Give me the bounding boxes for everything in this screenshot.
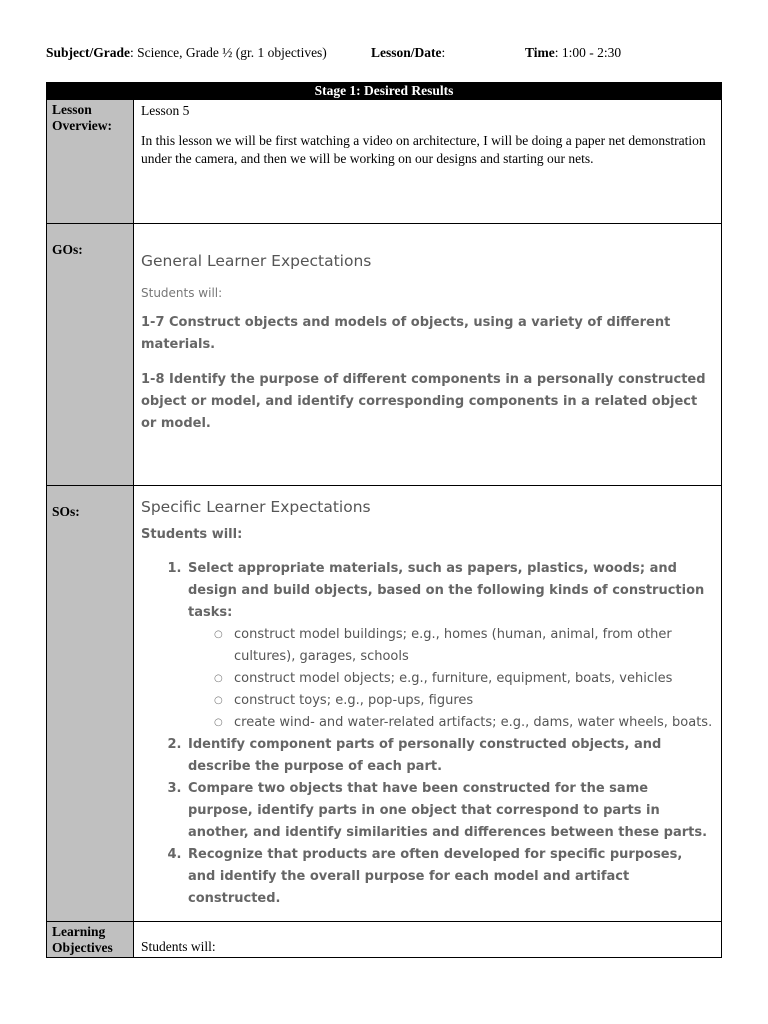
sos-subitem-2: ○ construct model objects; e.g., furniture, equipment, boats, vehicles — [212, 668, 713, 690]
lesson-plan-table — [46, 82, 722, 958]
sos-row — [47, 486, 722, 922]
overview-text: In this lesson we will be first watching a video on architecture, I will be doing a paper net demonstration under the camera, and then we will be working on our designs and starting our nets. — [141, 133, 706, 166]
objectives-row — [47, 922, 722, 958]
stage-header-row — [47, 83, 722, 100]
lesson-time: Time: 1:00 - 2:30 — [525, 45, 622, 60]
objectives-content — [134, 922, 722, 958]
circle-bullet-icon: ○ — [214, 629, 223, 640]
circle-bullet-icon: ○ — [214, 717, 223, 728]
sos-item-4: 4. Recognize that products are often developed for specific purposes, and identify the overall purpose for each model and artifact constructed. — [186, 844, 713, 910]
overview-label: Lesson Overview: — [47, 100, 134, 224]
subject-grade: Subject/Grade: Science, Grade ½ (gr. 1 objectives) — [46, 45, 327, 60]
overview-content — [134, 100, 722, 224]
sos-subitem-1: ○ construct model buildings; e.g., homes (human, animal, from other cultures), garages, schools — [212, 624, 713, 668]
stage-title: Stage 1: Desired Results — [47, 83, 722, 100]
sos-intro: Students will: — [141, 527, 243, 542]
gos-row — [47, 224, 722, 486]
gos-content — [134, 224, 722, 486]
circle-bullet-icon: ○ — [214, 673, 223, 684]
sos-item-3: 3. Compare two objects that have been constructed for the same purpose, identify parts in one object that correspond to parts in another, and identify similarities and differences between these parts. — [186, 778, 713, 844]
sos-content — [134, 486, 722, 922]
gos-item-1: 1-7 Construct objects and models of objects, using a variety of different materials. — [141, 315, 671, 352]
sos-title: Specific Learner Expectations — [141, 498, 371, 516]
sos-subitem-3: ○ construct toys; e.g., pop-ups, figures — [212, 690, 713, 712]
sos-list — [141, 558, 713, 910]
sos-item-1: 1. Select appropriate materials, such as papers, plastics, woods; and design and build objects, based on the following kinds of construction tasks: ○ construct model buildings; e.g., homes (human, animal, from other cultures), garages, schools ○ construct model objects; e.g., furniture, equipment, boats, vehicles ○ construct toys; e.g., pop-ups, figures ○ create wind- and water-related artifacts; e.g., dams, water wheels, boats. — [186, 558, 713, 734]
sos-item-2: 2. Identify component parts of personally constructed objects, and describe the purpose of each part. — [186, 734, 713, 778]
document-header — [46, 45, 726, 61]
gos-title: General Learner Expectations — [141, 252, 372, 270]
objectives-label: Learning Objectives — [47, 922, 134, 958]
circle-bullet-icon: ○ — [214, 695, 223, 706]
overview-row — [47, 100, 722, 224]
gos-label: GOs: — [47, 224, 134, 486]
sos-sublist — [188, 624, 713, 734]
overview-lesson: Lesson 5 — [141, 103, 190, 118]
sos-label: SOs: — [47, 486, 134, 922]
gos-item-2: 1-8 Identify the purpose of different components in a personally constructed object or model, and identify corresponding components in a related object or model. — [141, 372, 706, 431]
gos-intro: Students will: — [141, 286, 223, 300]
sos-subitem-4: ○ create wind- and water-related artifacts; e.g., dams, water wheels, boats. — [212, 712, 713, 734]
objectives-text: Students will: — [141, 939, 216, 954]
lesson-date: Lesson/Date: — [371, 45, 446, 60]
